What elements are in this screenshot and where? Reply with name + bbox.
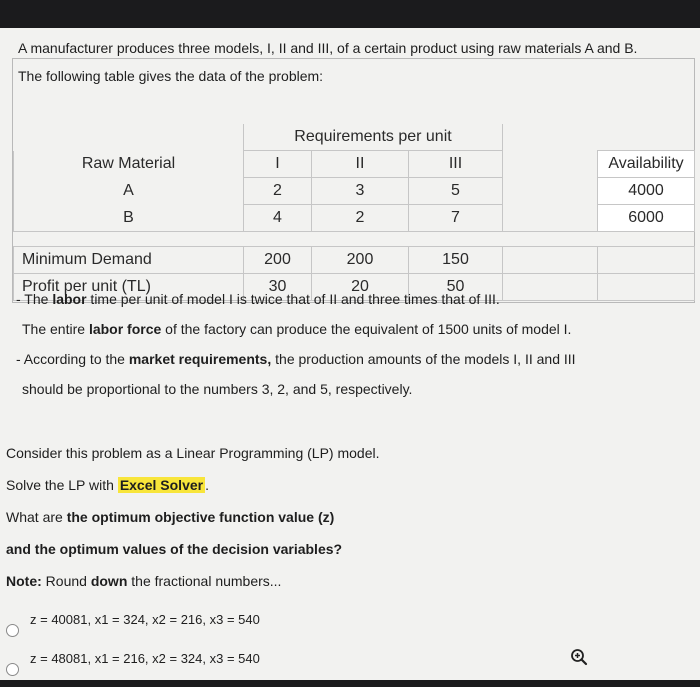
- question-page: [0, 28, 700, 680]
- table-cell: 2: [312, 205, 409, 232]
- model-1-header: I: [244, 151, 312, 178]
- profit-label: Profit per unit (TL): [14, 274, 244, 301]
- table-cell: 150: [409, 247, 503, 274]
- table-row: [14, 178, 695, 205]
- table-cell: 200: [244, 247, 312, 274]
- model-2-header: II: [312, 151, 409, 178]
- question-line-2: Solve the LP with Excel Solver .: [6, 477, 209, 493]
- option-2-label[interactable]: z = 48081, x1 = 216, x2 = 324, x3 = 540: [30, 651, 260, 666]
- question-line-4: and the optimum values of the decision variables?: [6, 541, 343, 557]
- option-1-radio[interactable]: [6, 624, 19, 637]
- min-demand-label: Minimum Demand: [14, 247, 244, 274]
- table-cell: 30: [244, 274, 312, 301]
- table-cell: 20: [312, 274, 409, 301]
- intro-line-2: The following table gives the data of the problem:: [18, 68, 324, 84]
- question-note: Note: Round down the fractional numbers...: [6, 573, 282, 589]
- requirements-header: Requirements per unit: [244, 124, 503, 151]
- availability-a: 4000: [598, 178, 695, 205]
- intro-line-1: A manufacturer produces three models, I, II and III, of a certain product using raw materials A and B.: [18, 40, 638, 56]
- note-2: The entire labor force of the factory can produce the equivalent of 1500 units of model I.: [22, 321, 572, 337]
- option-1-label[interactable]: z = 40081, x1 = 324, x2 = 216, x3 = 540: [30, 612, 260, 627]
- data-table: [13, 124, 695, 301]
- table-cell: 5: [409, 178, 503, 205]
- table-row: [14, 247, 695, 274]
- table-cell: 7: [409, 205, 503, 232]
- table-cell: 4: [244, 205, 312, 232]
- option-2-radio[interactable]: [6, 663, 19, 676]
- table-cell: 50: [409, 274, 503, 301]
- note-1: - The labor time per unit of model I is twice that of II and three times that of III.: [16, 291, 500, 307]
- availability-header: Availability: [598, 151, 695, 178]
- table-row: [14, 205, 695, 232]
- availability-b: 6000: [598, 205, 695, 232]
- question-line-3: What are the optimum objective function value (z): [6, 509, 335, 525]
- model-3-header: III: [409, 151, 503, 178]
- excel-solver-highlight: Excel Solver: [119, 477, 204, 493]
- note-4: should be proportional to the numbers 3, 2, and 5, respectively.: [22, 381, 413, 397]
- zoom-in-icon[interactable]: [570, 648, 588, 666]
- question-line-1: Consider this problem as a Linear Programming (LP) model.: [6, 445, 380, 461]
- note-3: - According to the market requirements, the production amounts of the models I, II and III: [16, 351, 576, 367]
- raw-material-header: Raw Material: [14, 151, 244, 178]
- table-cell: 2: [244, 178, 312, 205]
- material-b-label: B: [14, 205, 244, 232]
- material-a-label: A: [14, 178, 244, 205]
- table-cell: 200: [312, 247, 409, 274]
- table-cell: 3: [312, 178, 409, 205]
